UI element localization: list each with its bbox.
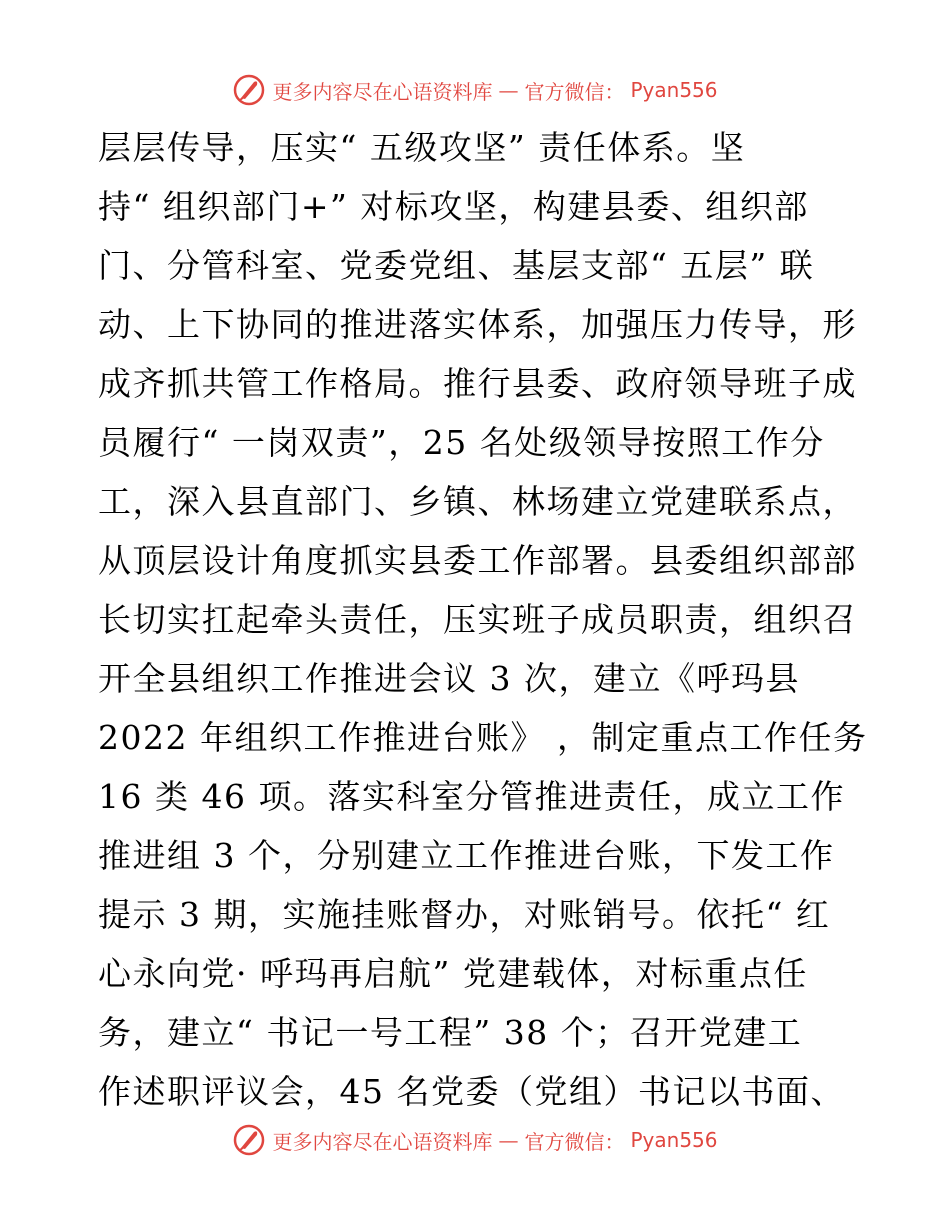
body-line: 提示 3 期，实施挂账督办，对账销号。依托“ 红 <box>98 895 831 934</box>
watermark-brand-text: 更多内容尽在心语资料库 <box>272 79 493 104</box>
body-line: 作述职评议会，45 名党委（党组）书记以书面、 <box>98 1072 845 1111</box>
body-line: 成齐抓共管工作格局。推行县委、政府领导班子成 <box>98 364 857 403</box>
quill-circle-logo-icon <box>232 1123 266 1157</box>
watermark-brand-text: 更多内容尽在心语资料库 <box>272 1129 493 1154</box>
body-line: 开全县组织工作推进会议 3 次，建立《呼玛县 <box>98 659 800 698</box>
watermark-contact-id: Pyan556 <box>630 78 718 102</box>
body-line: 工，深入县直部门、乡镇、林场建立党建联系点， <box>98 482 857 521</box>
body-line: 动、上下协同的推进落实体系，加强压力传导，形 <box>98 305 857 344</box>
body-line: 层层传导，压实“ 五级攻坚” 责任体系。坚 <box>98 128 746 167</box>
quill-circle-logo-icon <box>232 73 266 107</box>
watermark-contact-text: 官方微信： <box>524 79 625 104</box>
document-body <box>98 118 868 1121</box>
body-line: 心永向党· 呼玛再启航” 党建载体，对标重点任 <box>98 954 808 993</box>
body-line: 门、分管科室、党委党组、基层支部“ 五层” 联 <box>98 246 815 285</box>
watermark-separator: — <box>498 1128 519 1152</box>
body-line: 员履行“ 一岗双责”，25 名处级领导按照工作分 <box>98 423 825 462</box>
watermark-separator: — <box>498 78 519 102</box>
footer-watermark <box>0 1120 950 1160</box>
header-watermark <box>0 70 950 110</box>
body-line: 长切实扛起牵头责任，压实班子成员职责，组织召 <box>98 600 857 639</box>
body-line: 持“ 组织部门+” 对标攻坚，构建县委、组织部 <box>98 187 809 226</box>
body-line: 务，建立“ 书记一号工程” 38 个；召开党建工 <box>98 1013 803 1052</box>
body-line: 16 类 46 项。落实科室分管推进责任，成立工作 <box>98 777 845 816</box>
body-line: 推进组 3 个，分别建立工作推进台账，下发工作 <box>98 836 835 875</box>
watermark-contact-text: 官方微信： <box>524 1129 625 1154</box>
watermark-contact-id: Pyan556 <box>630 1128 718 1152</box>
body-line: 2022 年组织工作推进台账》 ，制定重点工作任务 <box>98 718 868 757</box>
body-line: 从顶层设计角度抓实县委工作部署。县委组织部部 <box>98 541 857 580</box>
